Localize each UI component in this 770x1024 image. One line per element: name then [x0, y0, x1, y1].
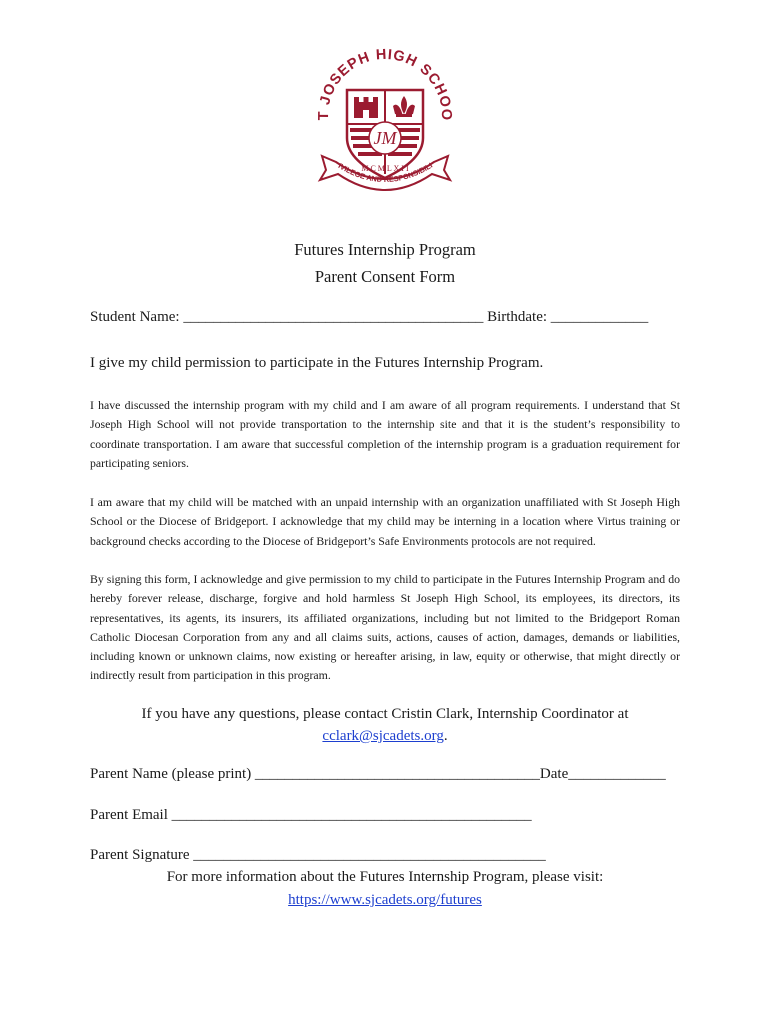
crest-school-name: T JOSEPH HIGH SCHOO: [315, 46, 455, 122]
contact-text: If you have any questions, please contact Cristin Clark, Internship Coordinator at: [141, 706, 629, 722]
contact-email-line: [0, 728, 770, 745]
paragraph-unpaid-internship: I am aware that my child will be matched with an unpaid internship with an organization unaffiliated with St Joseph High School or the Diocese of Bridgeport. I acknowledge that my child may be interning in a location where Virtus training or background checks according to the Diocese of Bridgeport’s Safe Environments protocols are not required.: [90, 495, 680, 548]
paragraph-release: By signing this form, I acknowledge and give permission to my child to participate in the Futures Internship Program and do hereby forever release, discharge, forgive and hold harmless St Joseph High School, its employees, its directors, its representatives, its agents, its insurers, its affiliated organizations, including but not limited to the Bridgeport Roman Catholic Diocesan Corporation from any and all claims suits, actions, causes of action, damages, demands or liabilities, including known or unknown claims, now existing or hereafter arising, in law, equity or otherwise, that might directly or indirectly result from participation in this program.: [90, 572, 680, 683]
form-title: Parent Consent Form: [314, 267, 456, 286]
crest-year: M C M L X I I: [361, 164, 409, 173]
contact-email-link[interactable]: cclark@sjcadets.org: [322, 728, 444, 744]
school-crest-logo: [300, 38, 470, 203]
student-name-birthdate-field[interactable]: Student Name: ________________________________________ Birthdate: _____________: [90, 309, 649, 325]
futures-url-link[interactable]: https://www.sjcadets.org/futures: [288, 892, 482, 908]
footer-text: For more information about the Futures Internship Program, please visit:: [166, 869, 604, 885]
permission-statement: I give my child permission to participate in the Futures Internship Program.: [90, 355, 544, 371]
footer-link-line: [0, 892, 770, 909]
parent-name-date-field[interactable]: Parent Name (please print) ______________________________________Date_____________: [90, 766, 666, 782]
parent-signature-field[interactable]: Parent Signature _______________________________________________: [90, 847, 546, 863]
parent-email-field[interactable]: Parent Email ________________________________________________: [90, 807, 532, 823]
contact-period: .: [443, 728, 448, 744]
program-title: Futures Internship Program: [294, 240, 476, 259]
svg-text:JM: JM: [373, 128, 397, 148]
paragraph-transportation: I have discussed the internship program with my child and I am aware of all program requirements. I understand that St Joseph High School will not provide transportation to the internship site and that it is the student’s responsibility to coordinate transportation. I am aware that successful completion of the internship program is a graduation requirement for participating seniors.: [90, 398, 680, 470]
crest-motto: IVILEGE AND RESPONSIBILI: [336, 160, 435, 185]
crest-icon: [300, 38, 470, 203]
